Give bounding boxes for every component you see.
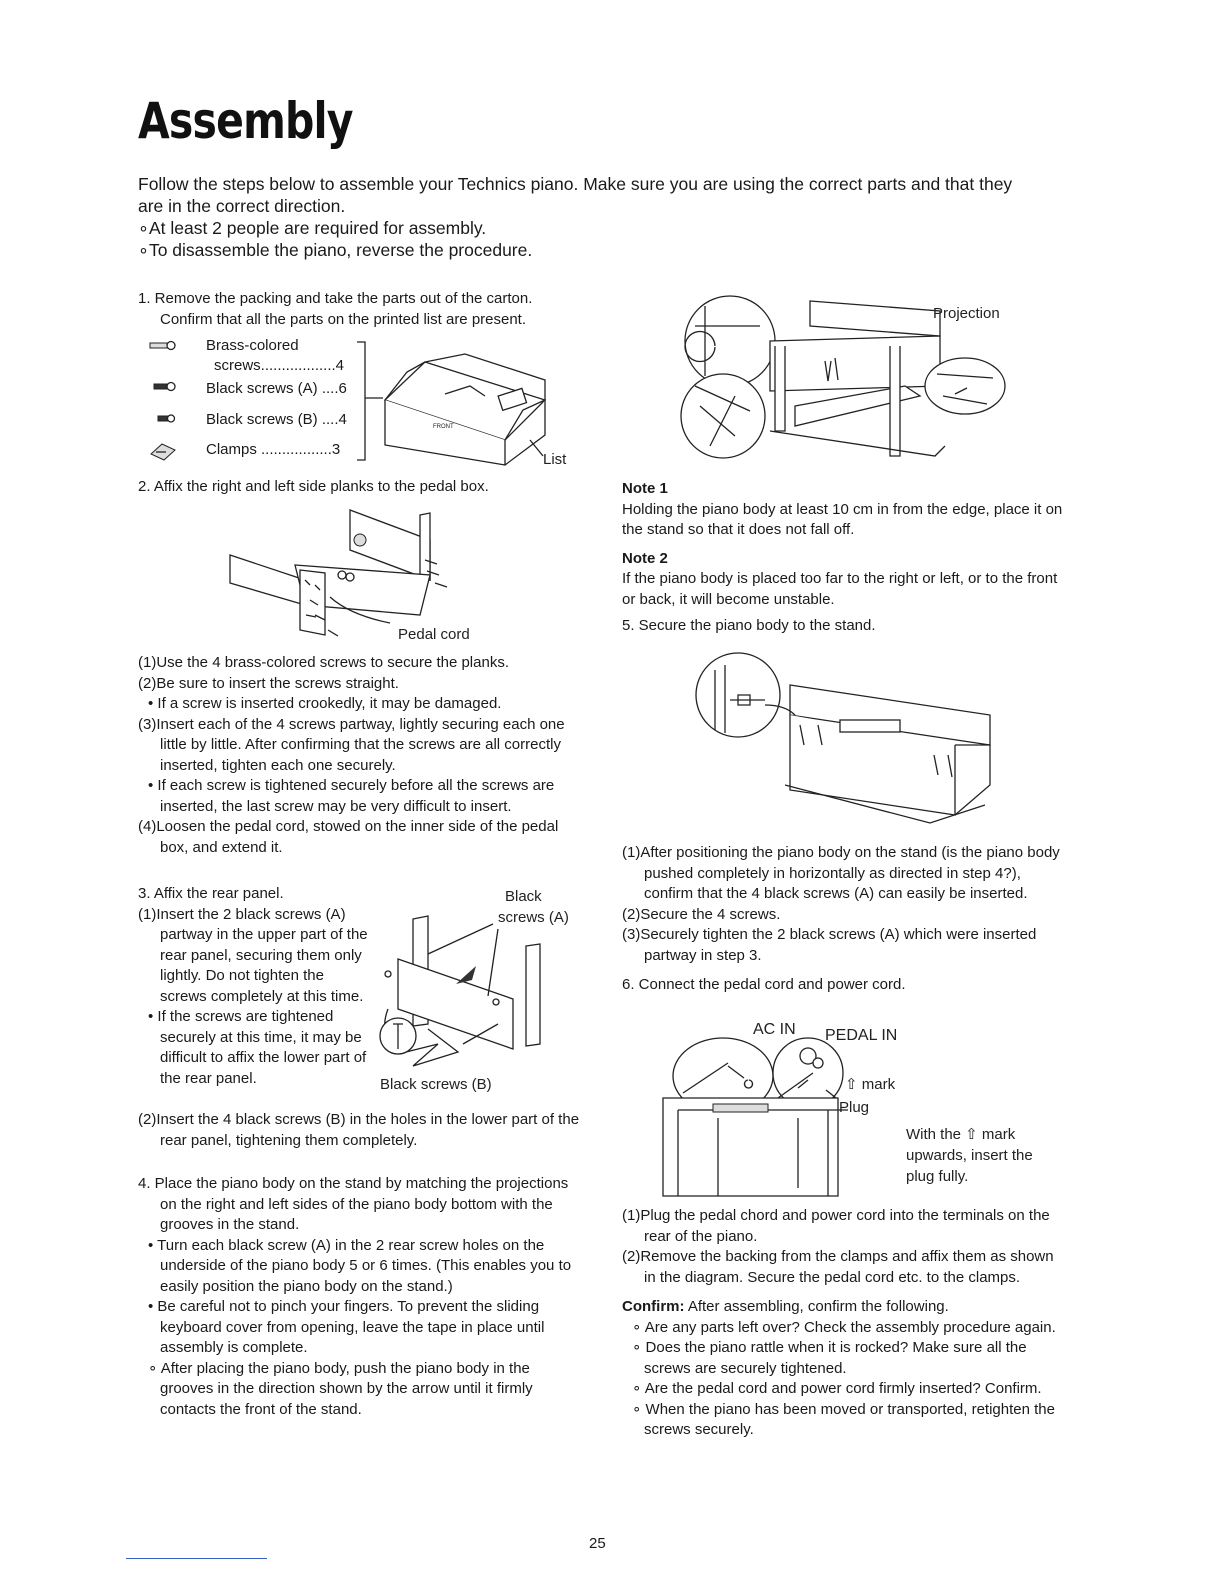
part-item: Clamps .................3 [206, 441, 341, 458]
step3-item2: (2)Insert the 4 black screws (B) in the holes in the lower part of the rear panel, tightening them completely. [138, 1111, 580, 1149]
confirm-heading [622, 1297, 1067, 1318]
step6-items [622, 1206, 1067, 1441]
step4-title: 4. Place the piano body on the stand by matching the projections on the right and left sides of the piano body bottom with the grooves in the stand. [138, 1175, 569, 1233]
step5-item: (1)After positioning the piano body on the stand (is the piano body pushed completely in horizontally as directed in step 4?), confirm that the 4 black screws (A) can easily be inserted. [622, 844, 1060, 902]
confirm-item: ∘ When the piano has been moved or transported, retighten the screws securely. [632, 1400, 1055, 1438]
part-item: Brass-colored [206, 337, 299, 354]
projection-label: Projection [933, 305, 1000, 322]
step5-item: (2)Secure the 4 screws. [622, 905, 781, 923]
intro [138, 173, 1098, 261]
projection-illustration [675, 286, 1020, 481]
screws-b-label: Black screws (B) [380, 1076, 492, 1093]
part-item: Black screws (A) ....6 [206, 380, 347, 397]
intro-bullet: ∘To disassemble the piano, reverse the procedure. [138, 240, 533, 260]
confirm-item: ∘ Are the pedal cord and power cord firmly inserted? Confirm. [632, 1380, 1042, 1397]
footer-rule [126, 1558, 267, 1559]
step2-item: • If each screw is tightened securely before all the screws are inserted, the last screw may be very difficult to insert. [148, 777, 555, 815]
note1-title: Note 1 [622, 480, 668, 497]
step5-title: 5. Secure the piano body to the stand. [622, 617, 876, 634]
black-screw-a-icon [154, 383, 175, 391]
carton-illustration [355, 340, 585, 470]
plug-label: Plug [839, 1099, 870, 1116]
black-label: Black [505, 888, 542, 905]
pedal-cord-label: Pedal cord [398, 626, 470, 643]
step2-item: (3)Insert each of the 4 screws partway, lightly securing each one little by little. After confirming that the screws are all correctly inserted, tighten each one securely. [138, 715, 565, 774]
confirm-item: ∘ Are any parts left over? Check the assembly procedure again. [632, 1318, 1056, 1336]
note2-text: If the piano body is placed too far to the right or left, or to the front or back, it will become unstable. [622, 570, 1058, 608]
intro-line: are in the correct direction. [138, 196, 346, 216]
step5-item: (3)Securely tighten the 2 black screws (A) which were inserted partway in step 3. [622, 926, 1037, 964]
part-item: Black screws (B) ....4 [206, 410, 347, 428]
clamp-icon [151, 444, 175, 460]
secure-body-illustration [690, 645, 1000, 840]
parts-list [206, 336, 366, 461]
page-number: 25 [589, 1535, 606, 1552]
step3-text [138, 884, 368, 1089]
pedal-in-label: PEDAL IN [825, 1027, 898, 1044]
note2-title: Note 2 [622, 549, 668, 567]
step2-text: 2. Affix the right and left side planks to the pedal box. [138, 478, 489, 495]
list-label: List [543, 451, 567, 468]
step4-bullet: • Turn each black screw (A) in the 2 rear screw holes on the underside of the piano body 5 or 6 times. (This enables you to easily position the piano body on the stand.) [148, 1236, 572, 1295]
parts-icons [148, 336, 176, 466]
page-title: Assembly [138, 92, 353, 150]
screws-a-label: screws (A) [498, 909, 569, 926]
note1-text: Holding the piano body at least 10 cm in from the edge, place it on the stand so that it does not fall off. [622, 500, 1063, 538]
step6-item: (2)Remove the backing from the clamps and affix them as shown in the diagram. Secure the pedal cord etc. to the clamps. [622, 1248, 1054, 1286]
step4-bullet: ∘ After placing the piano body, push the piano body in the grooves in the direction shown by the arrow until it firmly contacts the front of the stand. [148, 1359, 533, 1418]
with-mark-text: With the ⇧ mark [906, 1126, 1016, 1143]
step3-item: (1)Insert the 2 black screws (A) partway in the upper part of the rear panel, securing them only lightly. Do not tighten the screws completely at this time. [138, 905, 368, 1005]
step4-bullet: • Be careful not to pinch your fingers. To prevent the sliding keyboard cover from opening, leave the tape in place until assembly is complete. [148, 1298, 545, 1356]
confirm-text: After assembling, confirm the following. [687, 1298, 949, 1315]
black-screw-b-icon [158, 415, 175, 422]
step2-item: • If a screw is inserted crookedly, it may be damaged. [148, 695, 502, 712]
step1-text [138, 289, 588, 330]
intro-bullet: ∘At least 2 people are required for assembly. [138, 218, 487, 238]
box-front-label: FRONT [433, 424, 454, 430]
step2-item: (1)Use the 4 brass-colored screws to secure the planks. [138, 654, 509, 671]
step1-line: Confirm that all the parts on the printed list are present. [160, 310, 527, 328]
step5-items [622, 843, 1067, 996]
step4-text [138, 1174, 580, 1420]
with-mark-text: plug fully. [906, 1168, 969, 1185]
step2-items [138, 653, 580, 858]
step6-item: (1)Plug the pedal chord and power cord into the terminals on the rear of the piano. [622, 1207, 1050, 1245]
rear-panel-illustration [368, 884, 583, 1094]
notes [622, 479, 1067, 637]
ac-in-label: AC IN [753, 1021, 796, 1038]
part-item: screws..................4 [214, 356, 345, 374]
step2-item: (2)Be sure to insert the screws straight. [138, 674, 399, 692]
side-planks-illustration [230, 505, 570, 650]
step2-item: (4)Loosen the pedal cord, stowed on the inner side of the pedal box, and extend it. [138, 818, 559, 856]
step3-title: 3. Affix the rear panel. [138, 885, 284, 902]
connect-cords-illustration [658, 1018, 1068, 1208]
mark-label: ⇧ mark [845, 1076, 896, 1093]
confirm-item: ∘ Does the piano rattle when it is rocked? Make sure all the screws are securely tightened. [632, 1339, 1027, 1377]
step6-title: 6. Connect the pedal cord and power cord. [622, 976, 906, 993]
confirm-title: Confirm: [622, 1298, 685, 1315]
brass-screw-icon [150, 342, 175, 350]
with-mark-text: upwards, insert the [906, 1147, 1033, 1164]
step3-bullet: • If the screws are tightened securely at this time, it may be difficult to affix the lower part of the rear panel. [148, 1008, 367, 1087]
step1-line: 1. Remove the packing and take the parts out of the carton. [138, 290, 533, 307]
intro-line: Follow the steps below to assemble your Technics piano. Make sure you are using the correct parts and that they [138, 174, 1013, 194]
